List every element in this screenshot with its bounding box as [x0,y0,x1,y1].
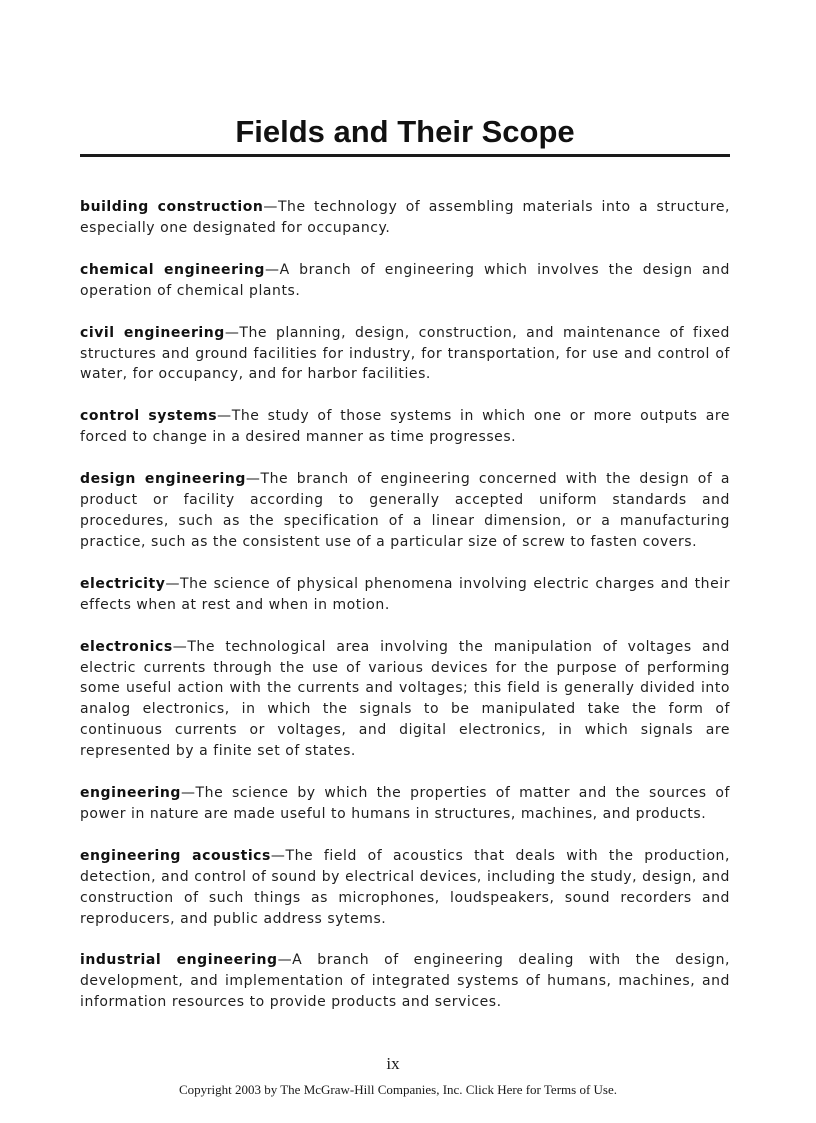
entry-term: electronics [80,638,173,655]
entry-definition: The planning, design, construction, and maintenance of fixed structures and ground facilities for industry, for transportation, for use and control of water, for occupancy, and for harbor facilities. [80,324,730,383]
glossary-entry [80,637,730,762]
entry-definition: The study of those systems in which one or more outputs are forced to change in a desired manner as time progresses. [80,408,730,446]
entry-definition: A branch of engineering which involves the design and operation of chemical plants. [80,261,730,299]
entry-definition: The technology of assembling materials into a structure, especially one designated for occupancy. [80,199,730,236]
glossary-entry [80,574,730,616]
glossary-list [80,197,730,1034]
entry-separator: — [165,575,181,592]
glossary-entry [80,783,730,825]
entry-term: engineering [80,785,181,802]
entry-term: civil engineering [80,324,225,341]
entry-separator: — [265,261,280,278]
copyright-notice: Copyright 2003 by The McGraw-Hill Companies, Inc. Click Here for Terms of Use. [179,1082,617,1097]
glossary-entry [80,469,730,553]
entry-separator: — [277,952,293,969]
entry-definition: The science of physical phenomena involving electric charges and their effects when at rest and when in motion. [80,575,730,613]
entry-term: chemical engineering [80,261,265,278]
glossary-entry [80,260,730,302]
entry-definition: The science by which the properties of matter and the sources of power in nature are made useful to humans in structures, machines, and products. [80,785,730,822]
entry-term: engineering acoustics [80,847,271,864]
title-rule [80,154,730,157]
entry-definition: The technological area involving the manipulation of voltages and electric currents through the use of various devices for the purpose of performing some useful action with the currents and voltages; this field is generally divided into analog electronics, in which the signals to be manipulated take the form of continuous currents or voltages, and digital electronics, in which signals are represented by a finite set of states. [80,638,730,760]
entry-separator: — [245,471,261,488]
glossary-entry [80,323,730,386]
page-number: ix [386,1054,400,1073]
glossary-entry [80,846,730,930]
entry-definition: A branch of engineering dealing with the design, development, and implementation of integrated systems of humans, machines, and information resources to provide products and services. [80,952,730,1011]
glossary-entry [80,406,730,448]
glossary-entry [80,950,730,1013]
entry-term: electricity [80,575,166,592]
entry-separator: — [217,408,232,425]
entry-term: industrial engineering [80,952,278,969]
glossary-entry [80,197,730,239]
entry-separator: — [224,324,240,341]
entry-separator: — [180,785,196,802]
entry-term: design engineering [80,471,246,488]
entry-separator: — [172,638,188,655]
page-title: Fields and Their Scope [235,114,575,149]
entry-term: control systems [80,408,218,425]
entry-separator: — [270,847,286,864]
entry-definition: The branch of engineering concerned with the design of a product or facility according to generally accepted uniform standards and procedures, such as the specification of a linear dimension, or a manufacturing practice, such as the consistent use of a particular size of screw to fasten covers. [80,471,730,550]
entry-term: building construction [80,199,264,215]
entry-separator: — [263,199,278,215]
entry-definition: The field of acoustics that deals with the production, detection, and control of sound by electrical devices, including the study, design, and construction of such things as microphones, loudspeakers, sound recorders and reproducers, and public address sytems. [80,847,730,927]
